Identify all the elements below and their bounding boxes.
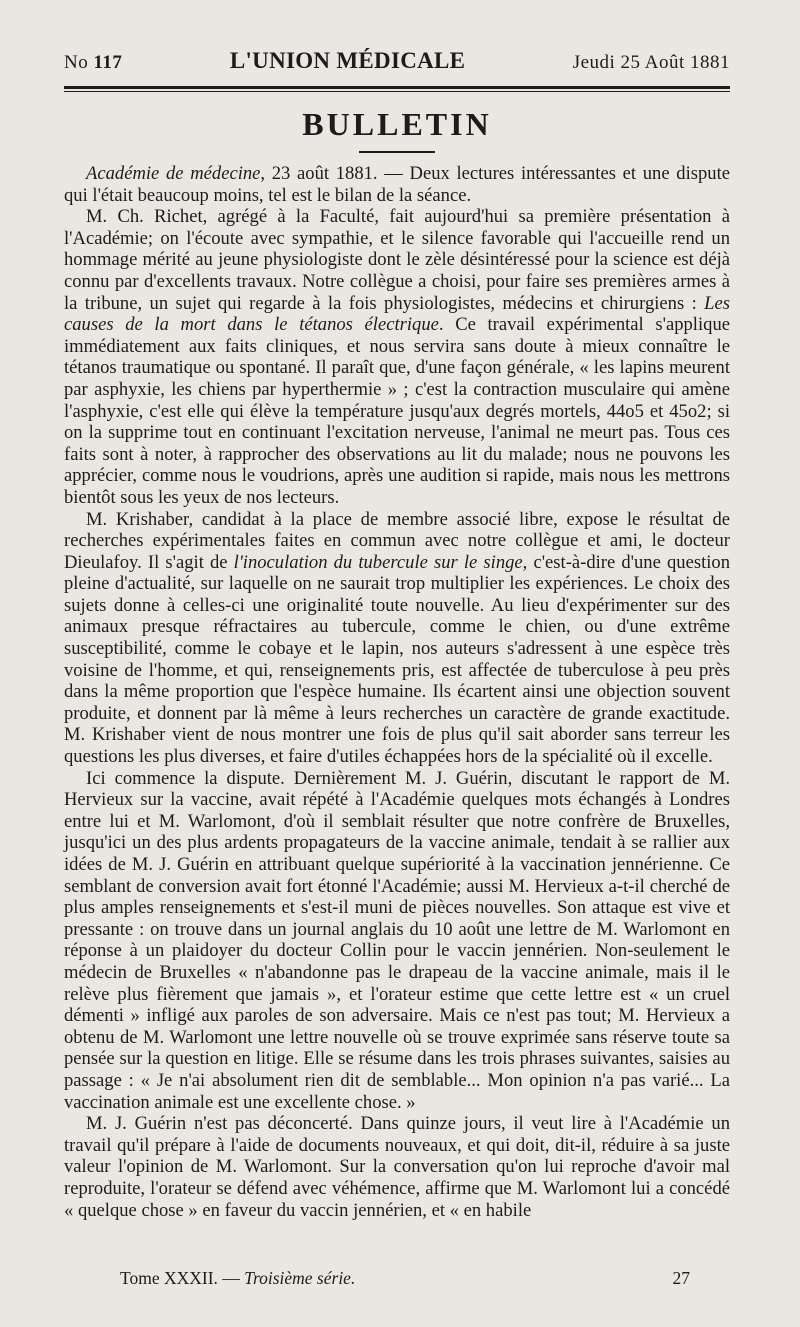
paragraph-5: M. J. Guérin n'est pas déconcerté. Dans quinze jours, il veut lire à l'Académie un travail qu'il prépare à l'aide de documents nouveaux, et qui doit, dit-il, réduire à sa juste valeur l'opinion de M. Warlomont. Sur la conversation qu'on lui reproche d'avoir mal reproduite, l'orateur se défend avec véhémence, affirme que M. Warlomont lui a concédé « quelque chose » en faveur du vaccin jennérien, et « en habile (64, 1113, 730, 1221)
page-number: 27 (672, 1268, 690, 1288)
footer-tome: Tome XXXII. — Troisième série. (120, 1268, 356, 1288)
masthead (64, 48, 730, 74)
article-body (64, 163, 730, 1221)
title-rule (359, 151, 435, 153)
issue-date: Jeudi 25 Août 1881 (572, 52, 730, 73)
paragraph-4: Ici commence la dispute. Dernièrement M. J. Guérin, discutant le rapport de M. Hervieux sur la vaccine, avait répété à l'Académie quelques mots échangés à Londres entre lui et M. Warlomont, d'où il semblait résulter que notre confrère de Bruxelles, jusqu'ici un des plus ardents propagateurs de la vaccine animale, tendait à se rallier aux idées de M. J. Guérin en attribuant quelque supériorité à la vaccination jennérienne. Ce semblant de conversion avait fort étonné l'Académie; aussi M. Hervieux a-t-il cherché de plus amples renseignements et s'est-il muni de pièces nouvelles. Son attaque est vive et pressante : on trouve dans un journal anglais du 10 août une lettre de M. Warlomont en réponse à un plaidoyer du docteur Collin pour le vaccin jennérien. Non-seulement le médecin de Bruxelles « n'abandonne pas le drapeau de la vaccine animale, mais il le relève plus fièrement que jamais », et l'orateur estime que cette lettre est « un cruel démenti » infligé aux paroles de son adversaire. Mais ce n'est pas tout; M. Hervieux a obtenu de M. Warlomont une lettre nouvelle où se trouve exprimée sans réserve toute sa pensée sur la question en litige. Elle se résume dans les trois phrases suivantes, saisies au passage : « Je n'ai absolument rien dit de semblable... Mon opinion n'a pas varié... La vaccination animale est une excellente chose. » (64, 767, 730, 1113)
section-title: BULLETIN (302, 106, 492, 142)
issue-number: No 117 (64, 52, 123, 73)
header-rule-thin (64, 91, 730, 92)
paragraph-2: M. Ch. Richet, agrégé à la Faculté, fait aujourd'hui sa première présentation à l'Académie; on l'écoute avec sympathie, et le silence favorable qui l'accueille rend un hommage mérité au jeune physiologiste dont le zèle désintéressé pour la science est déjà connu par d'excellents travaux. Notre collègue a choisi, pour faire ses premières armes à la tribune, un sujet qui regarde à la fois physiologistes, médecins et chirurgiens : Les causes de la mort dans le tétanos électrique. Ce travail expérimental s'applique immédiatement aux faits cliniques, et nous servira sans doute à mieux connaître le tétanos traumatique ou spontané. Il paraît que, d'une façon générale, « les lapins meurent par asphyxie, les chiens par hyperthermie » ; c'est la contraction musculaire qui amène l'asphyxie, c'est elle qui élève la température jusqu'aux degrés mortels, 44o5 et 45o2; si on la supprime tout en continuant l'excitation nerveuse, l'animal ne meurt pas. Tous ces faits sont à noter, à rapprocher des observations au lit du malade; nous ne pouvons les apprécier, comme nous le voudrions, après une audition si rapide, mais nous les mettrons bientôt sous les yeux de nos lecteurs. (64, 206, 730, 508)
page-footer (64, 1268, 730, 1289)
paragraph-3: M. Krishaber, candidat à la place de membre associé libre, expose le résultat de recherches expérimentales faites en commun avec notre collègue et ami, le docteur Dieulafoy. Il s'agit de l'inoculation du tubercule sur le singe, c'est-à-dire d'une question pleine d'actualité, sur laquelle on ne saurait trop multiplier les expériences. Le choix des sujets donne à celles-ci une originalité toute nouvelle. Au lieu d'expérimenter sur des animaux presque réfractaires au tubercule, comme le chien, ou d'une extrême susceptibilité, comme le cobaye et le lapin, nos auteurs s'adressent à une espèce très voisine de l'homme, et qui, renseignements pris, est affectée de tuberculose à peu près dans la même proportion que l'espèce humaine. Ils écartent ainsi une objection souvent produite, et donnent par là même à leurs recherches un caractère de grande exactitude. M. Krishaber vient de nous montrer une fois de plus qu'il sait aborder sans terreur les questions les plus diverses, et faire d'utiles échappées hors de la spécialité où il excelle. (64, 508, 730, 768)
paragraph-1-lead: Académie de médecine (86, 163, 261, 184)
paragraph-1: Académie de médecine, 23 août 1881. — Deux lectures intéressantes et une dispute qui l'était beaucoup moins, tel est le bilan de la séance. (64, 163, 730, 206)
paragraph-2-title: Les causes de la mort dans le tétanos électrique (64, 292, 730, 336)
journal-title: L'UNION MÉDICALE (229, 48, 466, 73)
header-rule (64, 86, 730, 89)
paragraph-3-title: l'inoculation du tubercule sur le singe (233, 551, 523, 573)
